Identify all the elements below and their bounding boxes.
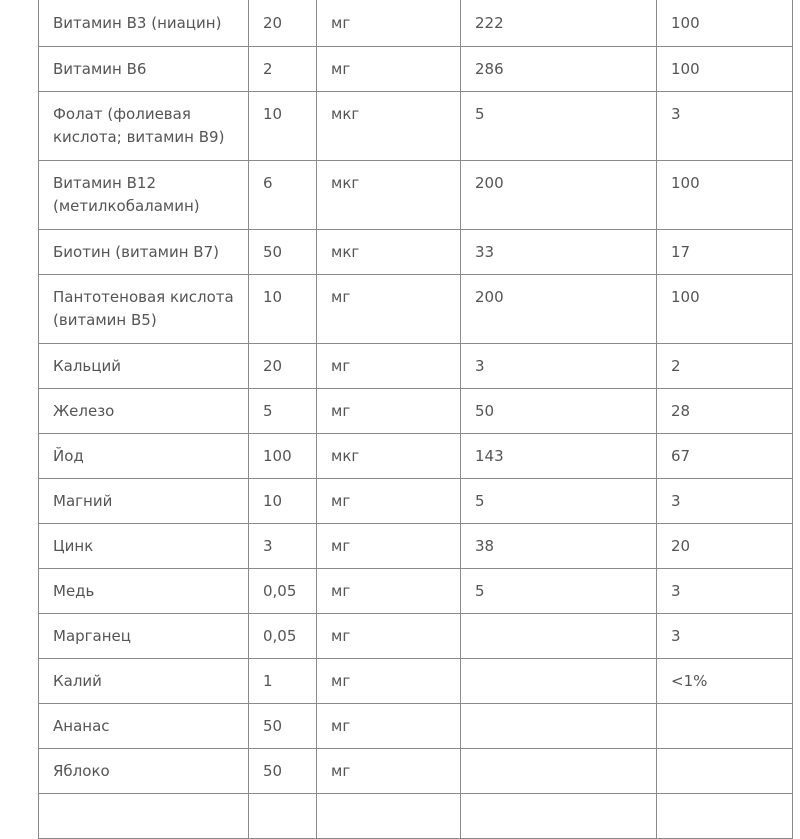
ul-percent-cell: 100	[657, 47, 793, 92]
table-row	[39, 275, 793, 344]
nutrient-name-cell: Пантотеновая кислота (витамин B5)	[39, 275, 249, 344]
amount-cell: 10	[249, 92, 317, 161]
ul-percent-cell: 100	[657, 0, 793, 47]
table-row	[39, 344, 793, 389]
rda-percent-cell	[461, 614, 657, 659]
ul-percent-cell: 17	[657, 230, 793, 275]
nutrient-name-cell: Магний	[39, 479, 249, 524]
ul-percent-cell: 28	[657, 389, 793, 434]
unit-cell: мкг	[317, 161, 461, 230]
nutrition-table-container	[38, 0, 792, 839]
amount-cell: 20	[249, 344, 317, 389]
nutrient-name-cell: Железо	[39, 389, 249, 434]
nutrient-name-cell: Йод	[39, 434, 249, 479]
unit-cell: мг	[317, 614, 461, 659]
unit-cell: мг	[317, 524, 461, 569]
amount-cell: 2	[249, 47, 317, 92]
amount-cell	[249, 794, 317, 839]
table-row	[39, 479, 793, 524]
amount-cell: 1	[249, 659, 317, 704]
amount-cell: 3	[249, 524, 317, 569]
rda-percent-cell	[461, 704, 657, 749]
amount-cell: 6	[249, 161, 317, 230]
table-row	[39, 569, 793, 614]
rda-percent-cell: 200	[461, 161, 657, 230]
ul-percent-cell	[657, 704, 793, 749]
ul-percent-cell: 3	[657, 92, 793, 161]
nutrient-name-cell: Витамин B12 (метилкобаламин)	[39, 161, 249, 230]
rda-percent-cell: 50	[461, 389, 657, 434]
unit-cell: мг	[317, 389, 461, 434]
nutrition-table	[38, 0, 793, 839]
table-row	[39, 659, 793, 704]
rda-percent-cell: 200	[461, 275, 657, 344]
table-row	[39, 749, 793, 794]
table-row	[39, 92, 793, 161]
table-row	[39, 614, 793, 659]
nutrient-name-cell: Медь	[39, 569, 249, 614]
table-row	[39, 704, 793, 749]
unit-cell: мг	[317, 0, 461, 47]
unit-cell: мг	[317, 479, 461, 524]
rda-percent-cell: 3	[461, 344, 657, 389]
unit-cell: мг	[317, 704, 461, 749]
nutrient-name-cell	[39, 794, 249, 839]
table-row	[39, 161, 793, 230]
rda-percent-cell	[461, 794, 657, 839]
amount-cell: 0,05	[249, 614, 317, 659]
rda-percent-cell: 5	[461, 569, 657, 614]
unit-cell: мкг	[317, 434, 461, 479]
table-row	[39, 47, 793, 92]
nutrient-name-cell: Калий	[39, 659, 249, 704]
amount-cell: 50	[249, 749, 317, 794]
rda-percent-cell: 143	[461, 434, 657, 479]
unit-cell: мг	[317, 659, 461, 704]
unit-cell: мг	[317, 749, 461, 794]
ul-percent-cell: <1%	[657, 659, 793, 704]
ul-percent-cell: 2	[657, 344, 793, 389]
nutrient-name-cell: Кальций	[39, 344, 249, 389]
nutrient-name-cell: Витамин B3 (ниацин)	[39, 0, 249, 47]
table-row	[39, 434, 793, 479]
table-row	[39, 524, 793, 569]
rda-percent-cell: 38	[461, 524, 657, 569]
ul-percent-cell: 100	[657, 161, 793, 230]
amount-cell: 20	[249, 0, 317, 47]
amount-cell: 10	[249, 275, 317, 344]
ul-percent-cell: 100	[657, 275, 793, 344]
amount-cell: 0,05	[249, 569, 317, 614]
amount-cell: 50	[249, 704, 317, 749]
table-row	[39, 230, 793, 275]
nutrient-name-cell: Фолат (фолиевая кислота; витамин B9)	[39, 92, 249, 161]
amount-cell: 5	[249, 389, 317, 434]
rda-percent-cell: 222	[461, 0, 657, 47]
unit-cell: мкг	[317, 230, 461, 275]
ul-percent-cell	[657, 794, 793, 839]
unit-cell: мг	[317, 275, 461, 344]
unit-cell	[317, 794, 461, 839]
ul-percent-cell	[657, 749, 793, 794]
nutrient-name-cell: Биотин (витамин B7)	[39, 230, 249, 275]
table-row	[39, 794, 793, 839]
rda-percent-cell: 286	[461, 47, 657, 92]
table-row	[39, 0, 793, 47]
nutrient-name-cell: Витамин B6	[39, 47, 249, 92]
ul-percent-cell: 67	[657, 434, 793, 479]
rda-percent-cell	[461, 659, 657, 704]
rda-percent-cell: 33	[461, 230, 657, 275]
rda-percent-cell: 5	[461, 479, 657, 524]
unit-cell: мкг	[317, 92, 461, 161]
amount-cell: 50	[249, 230, 317, 275]
unit-cell: мг	[317, 47, 461, 92]
nutrient-name-cell: Ананас	[39, 704, 249, 749]
amount-cell: 10	[249, 479, 317, 524]
unit-cell: мг	[317, 569, 461, 614]
ul-percent-cell: 20	[657, 524, 793, 569]
nutrient-name-cell: Марганец	[39, 614, 249, 659]
nutrition-table-body	[39, 0, 793, 839]
amount-cell: 100	[249, 434, 317, 479]
table-row	[39, 389, 793, 434]
rda-percent-cell: 5	[461, 92, 657, 161]
nutrient-name-cell: Яблоко	[39, 749, 249, 794]
nutrient-name-cell: Цинк	[39, 524, 249, 569]
ul-percent-cell: 3	[657, 614, 793, 659]
rda-percent-cell	[461, 749, 657, 794]
ul-percent-cell: 3	[657, 479, 793, 524]
ul-percent-cell: 3	[657, 569, 793, 614]
unit-cell: мг	[317, 344, 461, 389]
